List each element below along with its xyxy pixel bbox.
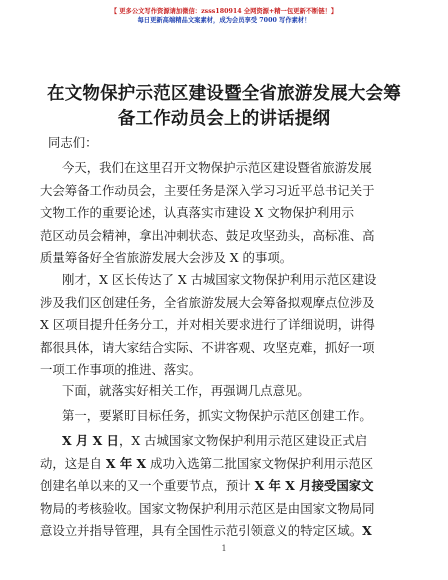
paragraph-5 — [40, 430, 396, 543]
paragraph-line: X 区项目提升任务分工，并对相关要求进行了详细说明，讲得 — [40, 317, 375, 332]
text-run: 动，这是自 — [40, 455, 106, 471]
page-number: 1 — [221, 544, 227, 553]
text-run: ，X 古城国家文物保护利用示范区建设正式启 — [118, 433, 368, 448]
paragraph-line: 物局的考核验收。国家文物保护利用示范区是由国家文物局同 — [40, 500, 375, 516]
title-line-1: 在文物保护示范区建设暨全省旅游发展大会筹 — [47, 84, 401, 104]
paragraph-1 — [40, 157, 396, 270]
deadline-highlight: X 年 X 月接受国家文 — [254, 478, 374, 493]
text-run: 创建名单以来的又一个重要节点，预计 — [40, 478, 255, 493]
promo-line-1: 【 更多公文写作资源请加微信：zsss180914 全网资源+精一包更新不断链！】 — [110, 8, 338, 15]
title-line-2: 备工作动员会上的讲话提纲 — [117, 109, 331, 129]
text-run: 意设立并指导管理，具有全国性示范引领意义的特定区域。 — [40, 523, 363, 538]
paragraph-line: 今天，我们在这里召开文物保护示范区建设暨省旅游发展 — [62, 160, 372, 175]
year-highlight: X 年 X — [105, 455, 147, 471]
promo-banner — [0, 7, 448, 25]
paragraph-line: 涉及我们区创建任务，全省旅游发展大会筹备拟观摩点位涉及 — [40, 294, 375, 310]
paragraph-4: 第一，要紧盯目标任务，抓实文物保护示范区创建工作。 — [62, 408, 372, 423]
paragraph-2 — [40, 269, 396, 382]
text-run: 成功入选第二批国家文物保护利用示范区 — [146, 455, 374, 471]
paragraph-line: 都很具体，请大家结合实际、不讲客观、攻坚克难，抓好一项 — [40, 339, 375, 355]
paragraph-line — [62, 430, 396, 453]
paragraph-line — [40, 453, 396, 476]
paragraph-line: 一项工作事项的推进、落实。 — [40, 362, 202, 377]
paragraph-line: 刚才，X 区长传达了 X 古城国家文物保护利用示范区建设 — [62, 272, 377, 287]
document-title — [0, 82, 448, 132]
paragraph-line: 质量筹备好全省旅游发展大会涉及 X 的事项。 — [40, 250, 293, 265]
paragraph-line: 文物工作的重要论述，认真落实市建设 X 文物保护利用示 — [40, 205, 355, 220]
date-highlight: X 月 X 日 — [62, 433, 119, 448]
paragraph-line: 大会筹备工作动员会，主要任务是深入学习习近平总书记关于 — [40, 182, 375, 198]
x-highlight: X — [362, 523, 372, 538]
paragraph-line: 范区动员会精神，拿出冲刺状态、鼓足攻坚劲头，高标准、高 — [40, 227, 375, 243]
paragraph-line — [40, 475, 396, 498]
paragraph-3: 下面，就落实好相关工作，再强调几点意见。 — [62, 383, 310, 398]
promo-line-2: 每日更新高端精品文案素材，成为会员享受 7000 写作素材！ — [137, 17, 311, 24]
paragraph-line — [40, 520, 396, 543]
greeting: 同志们： — [48, 135, 98, 150]
